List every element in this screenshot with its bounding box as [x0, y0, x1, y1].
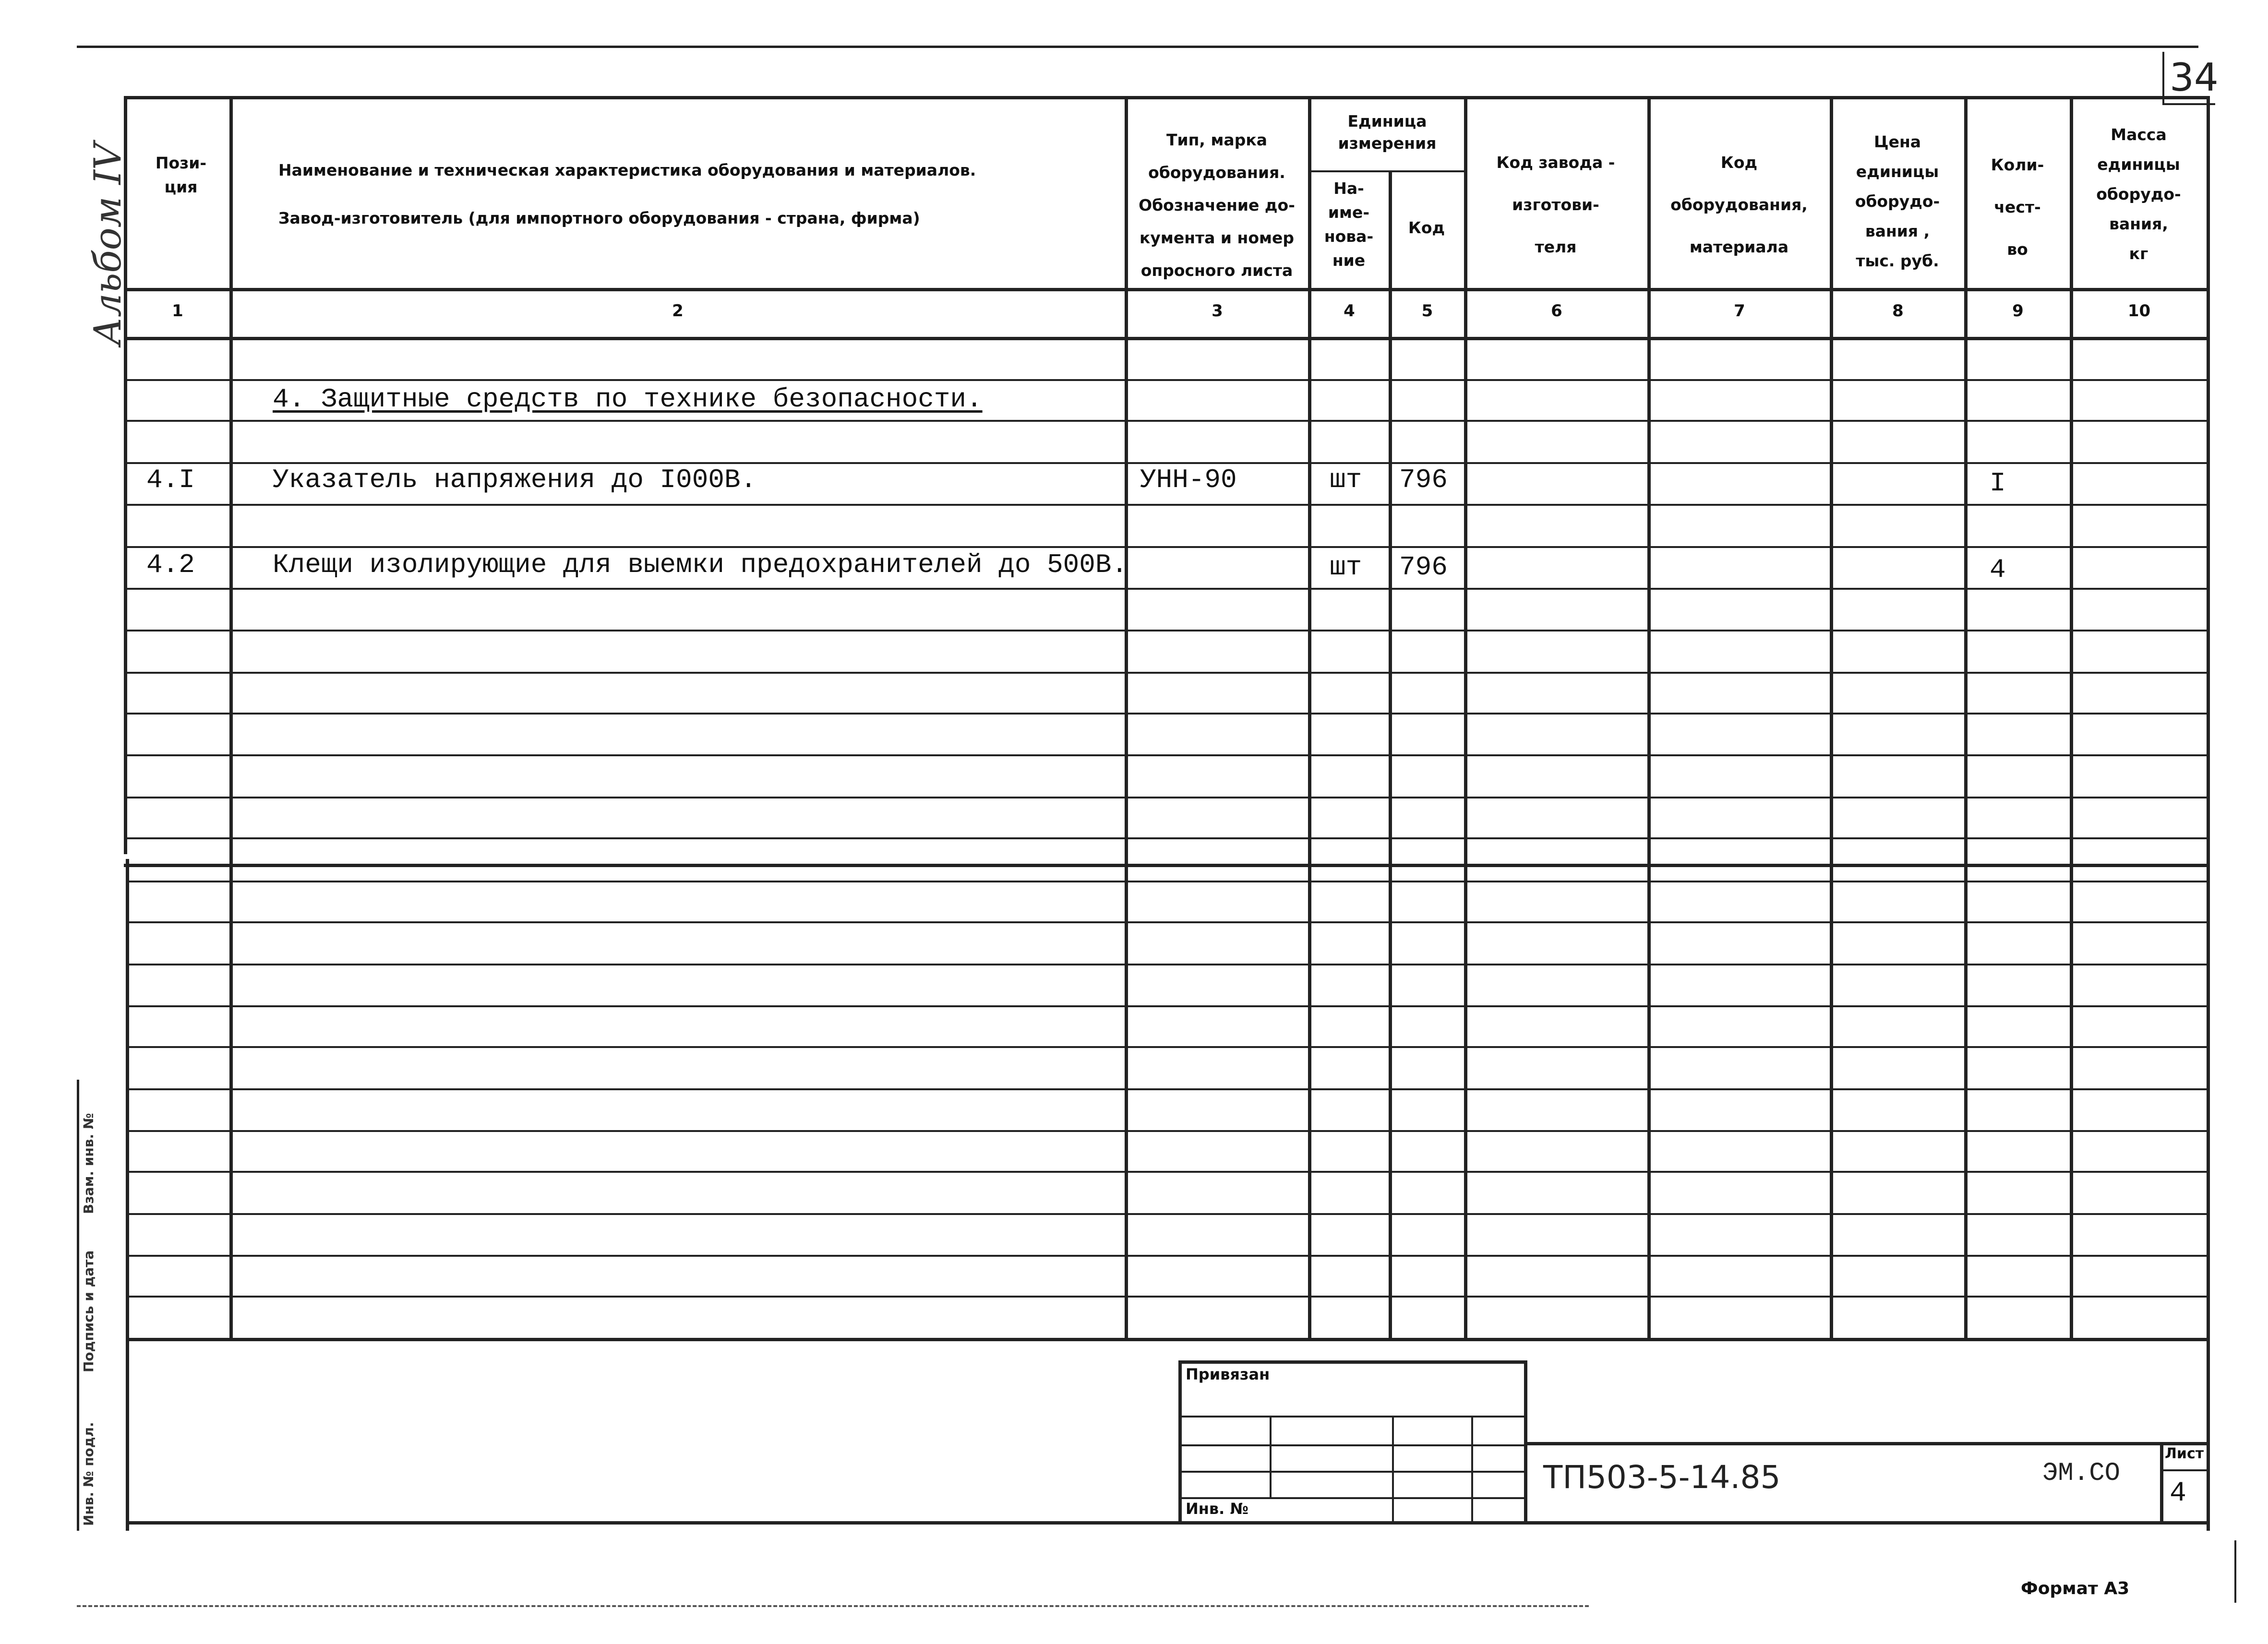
col-number-10: 10 [2127, 301, 2151, 321]
col-line-9 [2070, 96, 2073, 1339]
format-label: Формат А3 [2021, 1579, 2130, 1598]
frame-left-border [126, 859, 129, 1531]
header-mass: Масса единицы оборудо- вания, кг [2096, 125, 2181, 263]
table-body-bottom [126, 1338, 2209, 1341]
document-mark: ЭМ.СО [2042, 1459, 2121, 1488]
col-number-8: 8 [1892, 301, 1904, 321]
code-area-top [1524, 1442, 2208, 1445]
col-line-8 [1964, 96, 1968, 1339]
frame-bottom-border [126, 1521, 2209, 1525]
col-line-2 [1125, 96, 1128, 1339]
album-side-label: Альбом IV [86, 143, 130, 345]
row-position: 4.2 [146, 549, 195, 580]
header-unit-name: На- име- нова- ние [1324, 179, 1374, 270]
document-code: ТП503-5-14.85 [1543, 1459, 1781, 1496]
row-position: 4.I [146, 465, 195, 495]
row-unit-name: шт [1330, 465, 1362, 495]
header-type: Тип, марка оборудования. Обозначение до- кумента и номер опросного листа [1139, 131, 1295, 280]
frame-right-border [2207, 96, 2210, 1531]
row-quantity: I [1990, 468, 2006, 499]
sheet-label: Лист [2165, 1445, 2204, 1462]
row-type: УНН-90 [1140, 465, 1237, 495]
col-number-5: 5 [1421, 301, 1433, 321]
table-left-border [124, 96, 127, 854]
right-edge-mark [2234, 1540, 2236, 1603]
header-name: Наименование и техническая характеристика оборудования и материалов. Завод-изготовитель (для импортного оборудования - страна, фирма) [278, 161, 976, 227]
row-name: Клещи изолирующие для выемки предохранителей до 500В. [273, 549, 1128, 580]
inv-label: Инв. № [1186, 1500, 1248, 1518]
top-border-line [77, 46, 2198, 48]
row-quantity: 4 [1990, 554, 2006, 585]
col-number-6: 6 [1551, 301, 1562, 321]
table-top-border [124, 96, 2207, 99]
linked-label: Привязан [1186, 1365, 1270, 1383]
numbers-bottom-line [124, 337, 2207, 340]
row-unit-code: 796 [1399, 552, 1448, 583]
col-line-5 [1464, 96, 1467, 1339]
header-factory-code: Код завода - изготови- теля [1496, 153, 1615, 256]
col-number-4: 4 [1344, 301, 1355, 321]
header-price: Цена единицы оборудо- вания , тыс. руб. [1855, 132, 1940, 270]
row-name: Указатель напряжения до I000В. [273, 465, 757, 495]
col-line-7 [1830, 96, 1833, 1339]
col-line-1 [229, 96, 233, 1339]
header-bottom-line [124, 288, 2207, 291]
header-quantity: Коли- чест- во [1991, 155, 2044, 259]
header-unit-group: Единица измерения [1338, 112, 1437, 153]
header-unit-code: Код [1408, 218, 1445, 237]
binding-label-replace: Взам. инв. № [81, 1113, 96, 1214]
row-unit-code: 796 [1399, 465, 1448, 495]
binding-label-inv: Инв. № подл. [81, 1422, 96, 1526]
section-title: 4. Защитные средств по технике безопасности. [273, 384, 983, 415]
col-number-2: 2 [672, 301, 684, 321]
col-line-3 [1308, 96, 1311, 1339]
sheet-number: 4 [2170, 1478, 2186, 1509]
row-unit-name: шт [1330, 552, 1362, 583]
header-position: Пози- ция [155, 154, 207, 196]
sheet-cell-divider [2160, 1469, 2208, 1471]
binding-label-signature: Подпись и дата [81, 1250, 96, 1372]
col-number-9: 9 [2012, 301, 2024, 321]
sheet-corner-number: 34 [2170, 55, 2219, 100]
col-number-1: 1 [172, 301, 183, 321]
col-number-3: 3 [1212, 301, 1223, 321]
col-line-6 [1647, 96, 1651, 1339]
unit-group-divider [1308, 170, 1464, 172]
bottom-dashed-line [77, 1605, 1589, 1607]
binding-strip-line [77, 1080, 79, 1531]
header-equipment-code: Код оборудования, материала [1670, 153, 1808, 256]
sheet-cell-left [2160, 1442, 2163, 1524]
col-number-7: 7 [1734, 301, 1745, 321]
